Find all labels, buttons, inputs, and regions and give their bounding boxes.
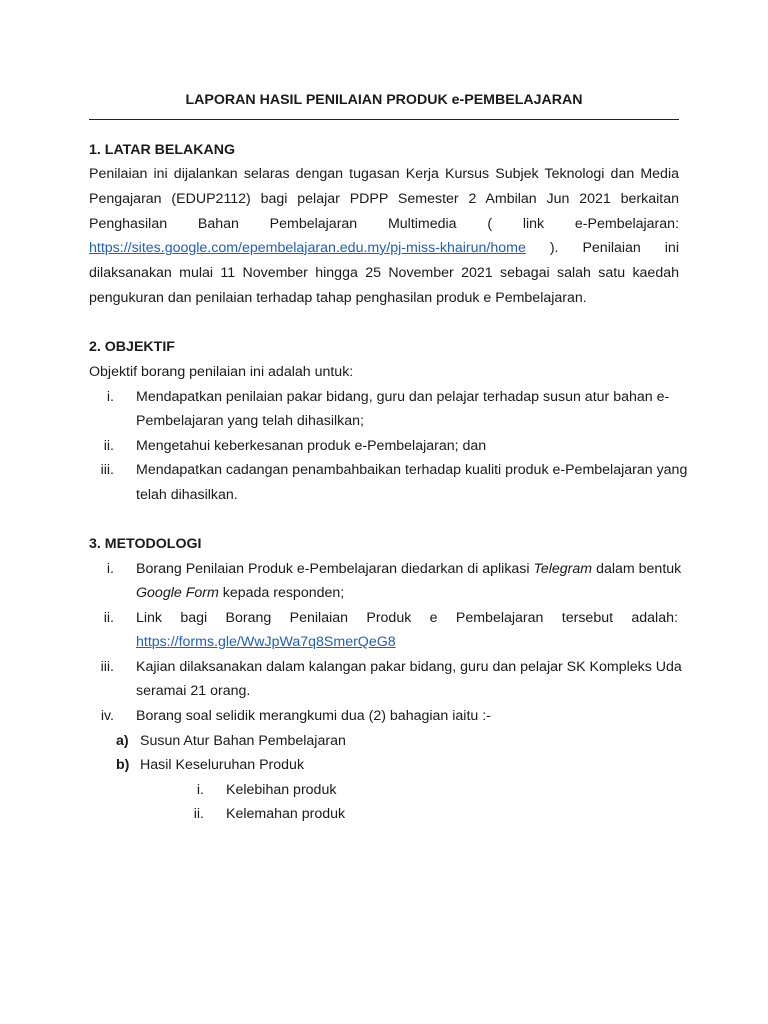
word: Penghasilan: [89, 216, 168, 232]
sub-sub-list-number: i.: [196, 782, 204, 798]
list-item-text: seramai 21 orang.: [136, 683, 251, 699]
word: (: [487, 216, 493, 232]
word: Link: [136, 610, 163, 626]
objektif-intro: Objektif borang penilaian ini adalah untuk:: [89, 364, 354, 380]
word: Penilaian: [582, 240, 641, 256]
sub-list-label: b): [116, 757, 130, 773]
word: tersebut: [561, 610, 614, 626]
paragraph-line: Pengajaran (EDUP2112) bagi pelajar PDPP Semester 2 Ambilan Jun 2021 berkaitan: [89, 191, 679, 207]
app-name-telegram: Telegram: [533, 561, 593, 577]
paragraph-line: Penilaian ini dijalankan selaras dengan tugasan Kerja Kursus Subjek Teknologi dan Media: [89, 166, 679, 182]
list-item-text: telah dihasilkan.: [136, 487, 238, 503]
word: Pembelajaran: [269, 216, 358, 232]
text-run: Borang Penilaian Produk e-Pembelajaran diedarkan di aplikasi: [136, 561, 534, 577]
sub-sub-list-text: Kelemahan produk: [226, 806, 346, 822]
word: link: [522, 216, 545, 232]
sub-sub-list-number: ii.: [193, 806, 204, 822]
sub-list-text: Susun Atur Bahan Pembelajaran: [140, 733, 346, 749]
sub-list-label: a): [116, 733, 129, 749]
list-item-text: Pembelajaran yang telah dihasilkan;: [136, 413, 364, 429]
word: bagi: [180, 610, 208, 626]
word: adalah:: [631, 610, 678, 626]
section-heading-objektif: 2. OBJEKTIF: [89, 339, 175, 355]
list-item-text: Borang soal selidik merangkumi dua (2) bahagian iaitu :-: [136, 708, 491, 724]
word: e: [429, 610, 438, 626]
list-number: iv.: [100, 708, 114, 724]
list-number: ii.: [103, 438, 114, 454]
list-item-text: Mendapatkan cadangan penambahbaikan terhadap kualiti produk e-Pembelajaran yang: [136, 462, 688, 478]
word: Bahan: [197, 216, 239, 232]
sub-sub-list-text: Kelebihan produk: [226, 782, 337, 798]
word: Multimedia: [387, 216, 457, 232]
list-item-text: Kajian dilaksanakan dalam kalangan pakar bidang, guru dan pelajar SK Kompleks Uda: [136, 659, 682, 675]
forms-link[interactable]: https://forms.gle/WwJpWa7q8SmerQeG8: [136, 634, 396, 650]
word: Penilaian: [289, 610, 349, 626]
sites-link[interactable]: https://sites.google.com/epembelajaran.edu.my/pj-miss-khairun/home: [89, 240, 526, 256]
list-item-text: [136, 561, 681, 577]
title-underline: [89, 119, 679, 120]
list-item-text: Mendapatkan penilaian pakar bidang, guru dan pelajar terhadap susun atur bahan e-: [136, 389, 670, 405]
list-item-text: [136, 585, 344, 601]
app-name-google-form: Google Form: [136, 585, 219, 601]
word: Pembelajaran: [455, 610, 544, 626]
list-number: i.: [106, 389, 114, 405]
word: Borang: [225, 610, 272, 626]
word: ).: [549, 240, 559, 256]
section-heading-metodologi: 3. METODOLOGI: [89, 536, 202, 552]
list-number: i.: [106, 561, 114, 577]
document-title: LAPORAN HASIL PENILAIAN PRODUK e-PEMBELAJARAN: [185, 92, 583, 108]
paragraph-line: dilaksanakan mulai 11 November hingga 25 November 2021 sebagai salah satu kaedah: [89, 265, 679, 281]
list-item-text: Mengetahui keberkesanan produk e-Pembelajaran; dan: [136, 438, 487, 454]
paragraph-line: pengukuran dan penilaian terhadap tahap penghasilan produk e Pembelajaran.: [89, 290, 587, 306]
text-run: dalam bentuk: [592, 561, 682, 577]
list-number: iii.: [100, 659, 114, 675]
list-number: ii.: [103, 610, 114, 626]
forms-link-line: [136, 634, 396, 650]
text-run: kepada responden;: [218, 585, 345, 601]
word: Produk: [366, 610, 412, 626]
list-number: iii.: [100, 462, 114, 478]
section-heading-latar-belakang: 1. LATAR BELAKANG: [89, 142, 236, 158]
sub-list-text: Hasil Keseluruhan Produk: [140, 757, 305, 773]
word: ini: [664, 240, 679, 256]
word: e-Pembelajaran:: [574, 216, 680, 232]
